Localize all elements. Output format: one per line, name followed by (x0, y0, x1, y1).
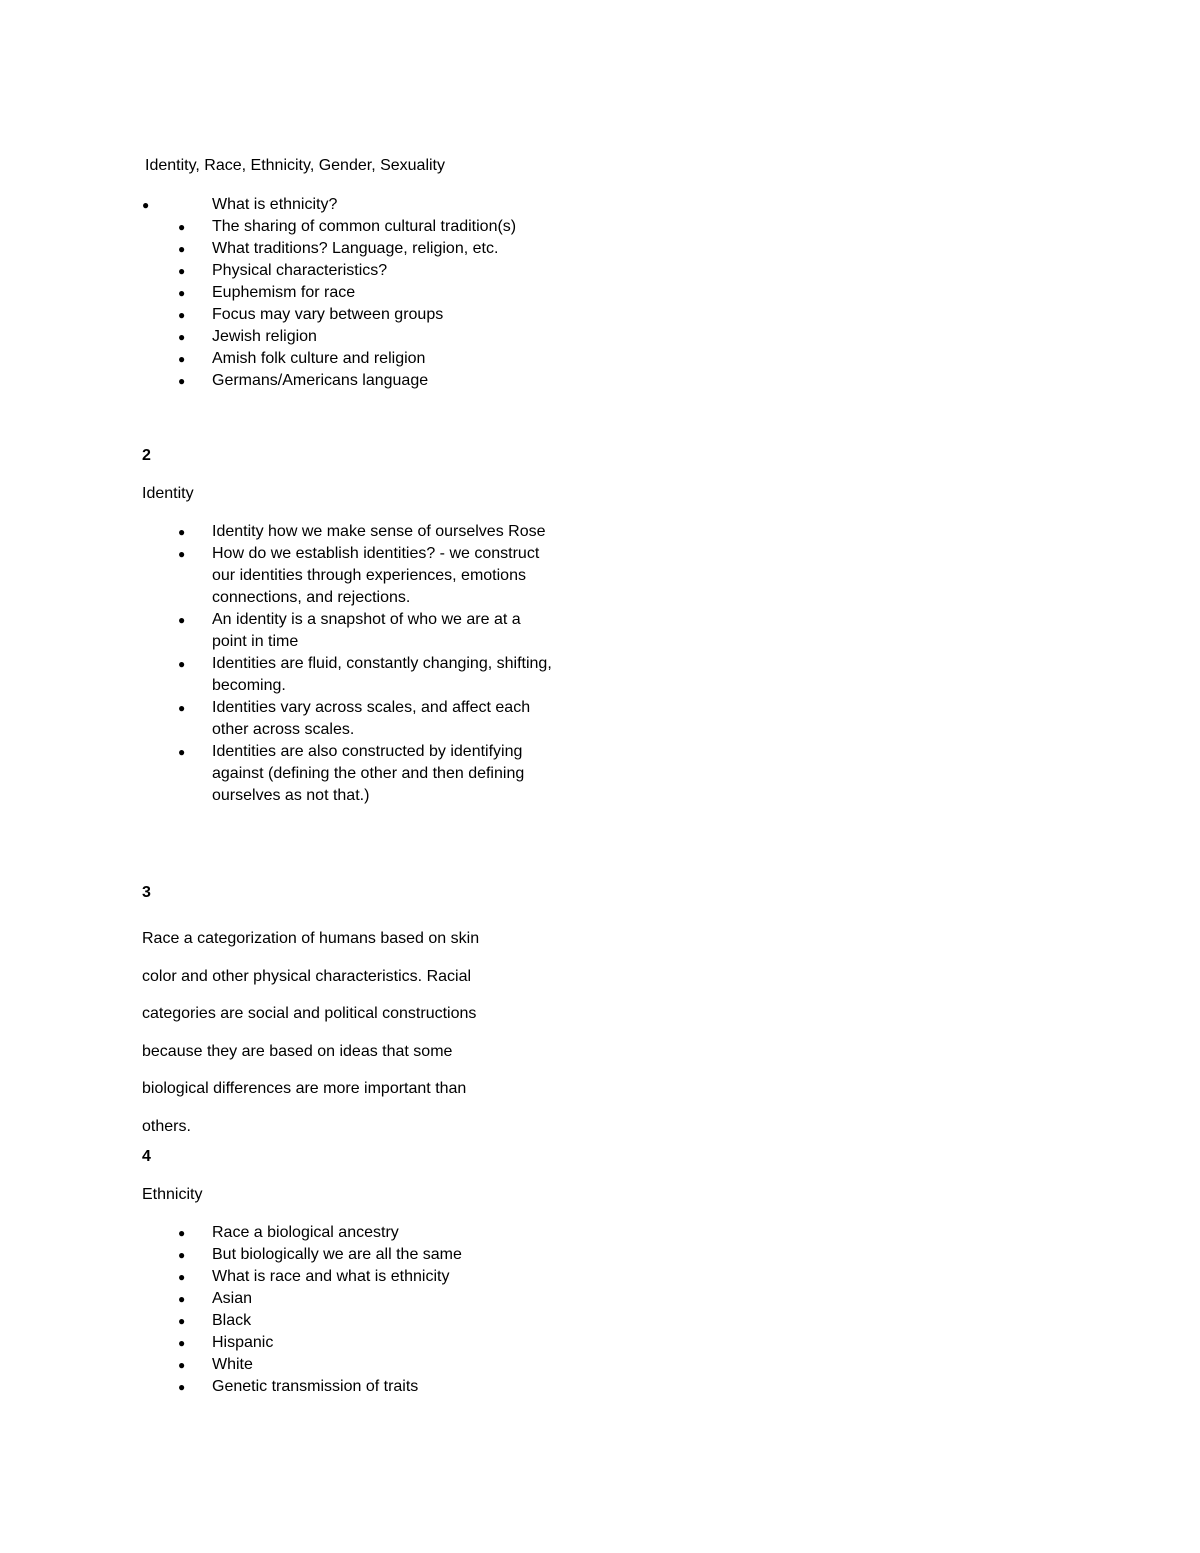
list-item (0, 1376, 600, 1398)
paragraph-line: because they are based on ideas that some (142, 1042, 453, 1060)
bullet-icon: ● (178, 242, 186, 256)
bullet-icon: ● (178, 330, 186, 344)
bullet-icon: ● (178, 308, 186, 322)
list-item-text: But biologically we are all the same (212, 1246, 462, 1263)
list-item-text: White (212, 1356, 253, 1373)
intro-first-item (0, 194, 600, 216)
list-item (0, 653, 600, 697)
bullet-icon: ● (178, 1226, 186, 1240)
bullet-icon: ● (178, 1248, 186, 1262)
list-item (0, 1266, 600, 1288)
bullet-icon: ● (178, 352, 186, 366)
list-item-text: Focus may vary between groups (212, 306, 444, 323)
list-item (0, 282, 600, 304)
bullet-icon: ● (178, 374, 186, 388)
list-item (0, 1332, 600, 1354)
bullet-icon: ● (178, 701, 186, 715)
list-item (0, 741, 600, 807)
list-item (0, 1288, 600, 1310)
bullet-icon: ● (178, 613, 186, 627)
list-item-text: Hispanic (212, 1334, 274, 1351)
list-item (0, 697, 600, 741)
bullet-icon: ● (178, 1380, 186, 1394)
list-item-text: Physical characteristics? (212, 262, 388, 279)
list-item-text: Germans/Americans language (212, 372, 429, 389)
identity-list (0, 521, 600, 807)
list-item-text: Identities are fluid, constantly changing, shifting, becoming. (212, 655, 552, 694)
bullet-icon: ● (178, 525, 186, 539)
list-item (0, 326, 600, 348)
section-heading: Identity (142, 485, 194, 502)
list-item-text: Identities are also constructed by identifying against (defining the other and then defining ourselves as not that.) (212, 743, 525, 804)
list-item-text: Jewish religion (212, 328, 317, 345)
list-item (0, 304, 600, 326)
intro-list (0, 216, 600, 392)
section-number: 4 (142, 1148, 151, 1165)
list-item-text: Black (212, 1312, 252, 1329)
bullet-icon: ● (178, 745, 186, 759)
bullet-icon: ● (178, 1292, 186, 1306)
paragraph-line: others. (142, 1117, 191, 1135)
race-paragraph (142, 920, 522, 1146)
list-item (0, 238, 600, 260)
list-item (0, 1310, 600, 1332)
list-item (0, 216, 600, 238)
list-item-text: Identity how we make sense of ourselves Rose (212, 523, 546, 540)
bullet-icon: ● (178, 286, 186, 300)
list-item (0, 521, 600, 543)
bullet-icon: ● (178, 220, 186, 234)
list-item (0, 1354, 600, 1376)
list-item-text: How do we establish identities? - we construct our identities through experiences, emotions connections, and rejections. (212, 545, 540, 606)
list-item-text: Race a biological ancestry (212, 1224, 399, 1241)
list-item (0, 609, 600, 653)
list-item-text: Genetic transmission of traits (212, 1378, 419, 1395)
list-item-text: What is race and what is ethnicity (212, 1268, 450, 1285)
bullet-icon: ● (178, 547, 186, 561)
paragraph-line: categories are social and political constructions (142, 1005, 477, 1023)
bullet-icon: ● (178, 1358, 186, 1372)
list-item (0, 1244, 600, 1266)
list-item-text: Euphemism for race (212, 284, 356, 301)
list-item-text: What traditions? Language, religion, etc. (212, 240, 499, 257)
section-heading: Ethnicity (142, 1186, 203, 1203)
list-item (0, 260, 600, 282)
section-number: 3 (142, 884, 151, 901)
bullet-icon: ● (178, 1314, 186, 1328)
list-item (0, 370, 600, 392)
list-item-text: Asian (212, 1290, 253, 1307)
list-item (0, 1222, 600, 1244)
paragraph-line: biological differences are more important than (142, 1080, 467, 1098)
bullet-icon: ● (142, 198, 150, 212)
list-item-text: Identities vary across scales, and affect each other across scales. (212, 699, 531, 738)
bullet-icon: ● (178, 264, 186, 278)
bullet-icon: ● (178, 1336, 186, 1350)
bullet-icon: ● (178, 1270, 186, 1284)
list-item-text: The sharing of common cultural tradition(s) (212, 218, 517, 235)
paragraph-line: color and other physical characteristics. Racial (142, 967, 472, 985)
list-item (0, 348, 600, 370)
list-item-text: What is ethnicity? (212, 196, 338, 213)
bullet-icon: ● (178, 657, 186, 671)
paragraph-line: Race a categorization of humans based on skin (142, 930, 480, 947)
list-item (0, 543, 600, 609)
section-number: 2 (142, 447, 151, 464)
list-item-text: An identity is a snapshot of who we are at a point in time (212, 611, 521, 650)
ethnicity-list (0, 1222, 600, 1398)
document-title: Identity, Race, Ethnicity, Gender, Sexuality (145, 157, 445, 174)
list-item-text: Amish folk culture and religion (212, 350, 426, 367)
